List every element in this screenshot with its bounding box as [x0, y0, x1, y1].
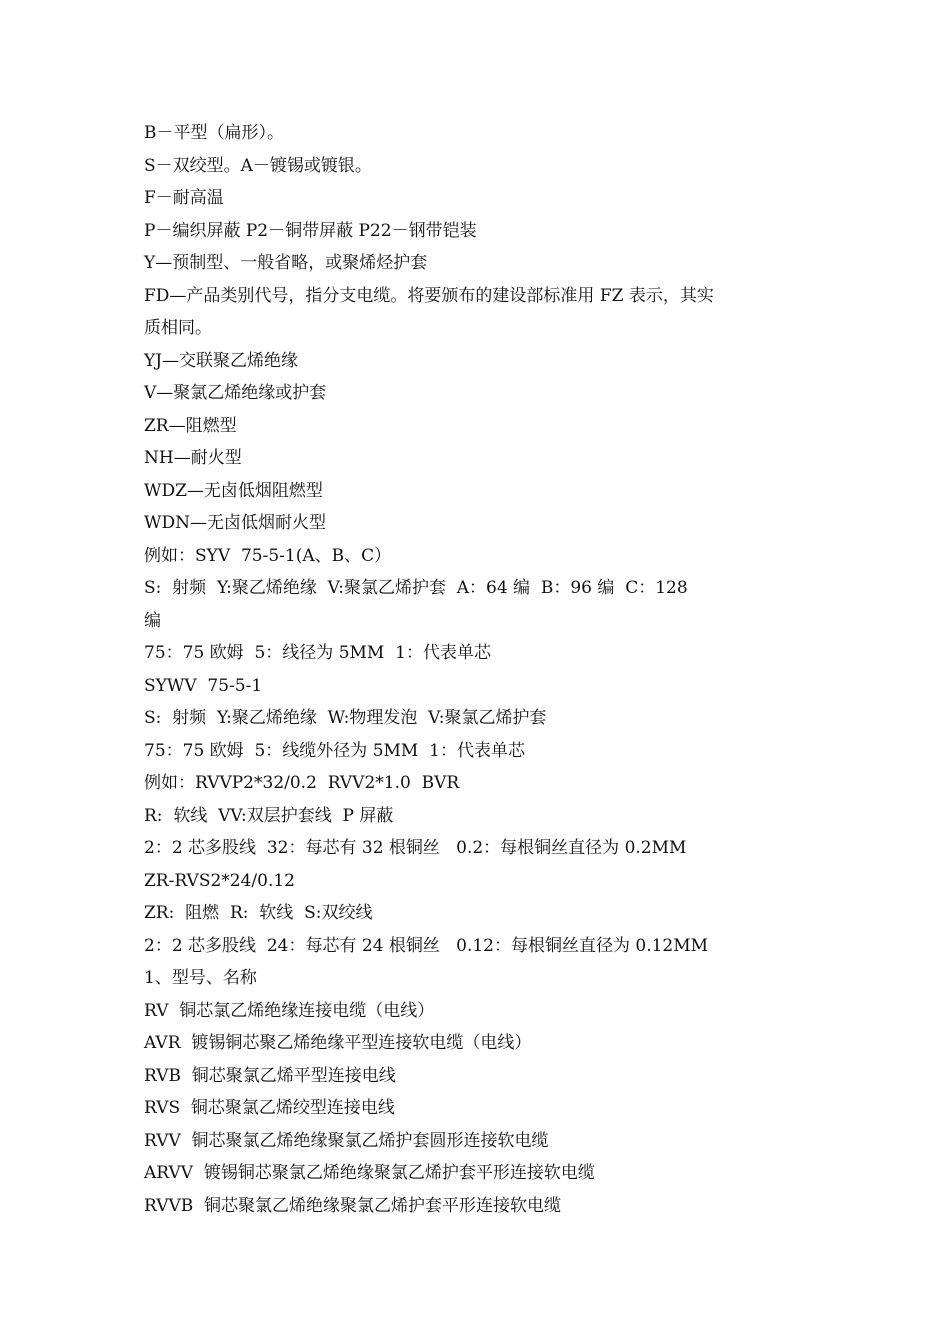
text-line: Y—预制型、一般省略，或聚烯烃护套 [144, 253, 428, 273]
text-line: 编 [144, 610, 161, 631]
text-line: 2：2 芯多股线 24：每芯有 24 根铜丝 0.12：每根铜丝直径为 0.12MM [144, 935, 709, 956]
text-line: 2：2 芯多股线 32：每芯有 32 根铜丝 0.2：每根铜丝直径为 0.2MM [144, 838, 687, 858]
text-line: RV 铜芯氯乙烯绝缘连接电缆（电线） [144, 1000, 435, 1021]
text-line: R: 软线 VV:双层护套线 P 屏蔽 [144, 805, 394, 826]
text-line: S－双绞型。A－镀锡或镀银。 [144, 155, 372, 176]
text-line: RVS 铜芯聚氯乙烯绞型连接电线 [144, 1098, 395, 1118]
text-line: ZR-RVS2*24/0.12 [144, 870, 295, 891]
section-heading: 1、型号、名称 [144, 968, 257, 988]
text-line: S: 射频 Y:聚乙烯绝缘 V:聚氯乙烯护套 A：64 编 B：96 编 C：128 [144, 578, 688, 598]
text-line: S: 射频 Y:聚乙烯绝缘 W:物理发泡 V:聚氯乙烯护套 [144, 708, 547, 728]
text-line: NH—耐火型 [144, 448, 242, 468]
document-body [144, 117, 809, 1222]
text-line: RVVB 铜芯聚氯乙烯绝缘聚氯乙烯护套平形连接软电缆 [144, 1195, 562, 1216]
text-line: ARVV 镀锡铜芯聚氯乙烯绝缘聚氯乙烯护套平形连接软电缆 [144, 1163, 595, 1183]
text-line: 75：75 欧姆 5：线径为 5MM 1：代表单芯 [144, 643, 491, 663]
text-line: ZR—阻燃型 [144, 415, 237, 436]
text-line: P－编织屏蔽 P2－铜带屏蔽 P22－钢带铠装 [144, 220, 477, 241]
text-line: 质相同。 [144, 318, 212, 338]
text-line: YJ—交联聚乙烯绝缘 [144, 350, 299, 371]
text-line: F－耐高温 [144, 188, 224, 208]
text-line: FD—产品类别代号，指分支电缆。将要颁布的建设部标准用 FZ 表示，其实 [144, 285, 714, 306]
text-line: WDN—无卤低烟耐火型 [144, 513, 326, 533]
text-line: SYWV 75-5-1 [144, 675, 263, 696]
text-line: 75：75 欧姆 5：线缆外径为 5MM 1：代表单芯 [144, 740, 525, 761]
text-line: AVR 镀锡铜芯聚乙烯绝缘平型连接软电缆（电线） [144, 1033, 532, 1053]
text-line: 例如：SYV 75-5-1(A、B、C） [144, 545, 392, 566]
text-line: RVV 铜芯聚氯乙烯绝缘聚氯乙烯护套圆形连接软电缆 [144, 1130, 549, 1151]
text-line: ZR: 阻燃 R: 软线 S:双绞线 [144, 903, 373, 923]
text-line: 例如：RVVP2*32/0.2 RVV2*1.0 BVR [144, 773, 460, 793]
text-line: V—聚氯乙烯绝缘或护套 [144, 383, 327, 403]
text-line: B－平型（扁形）。 [144, 123, 284, 143]
text-line: RVB 铜芯聚氯乙烯平型连接电线 [144, 1065, 396, 1086]
text-line: WDZ—无卤低烟阻燃型 [144, 480, 323, 501]
